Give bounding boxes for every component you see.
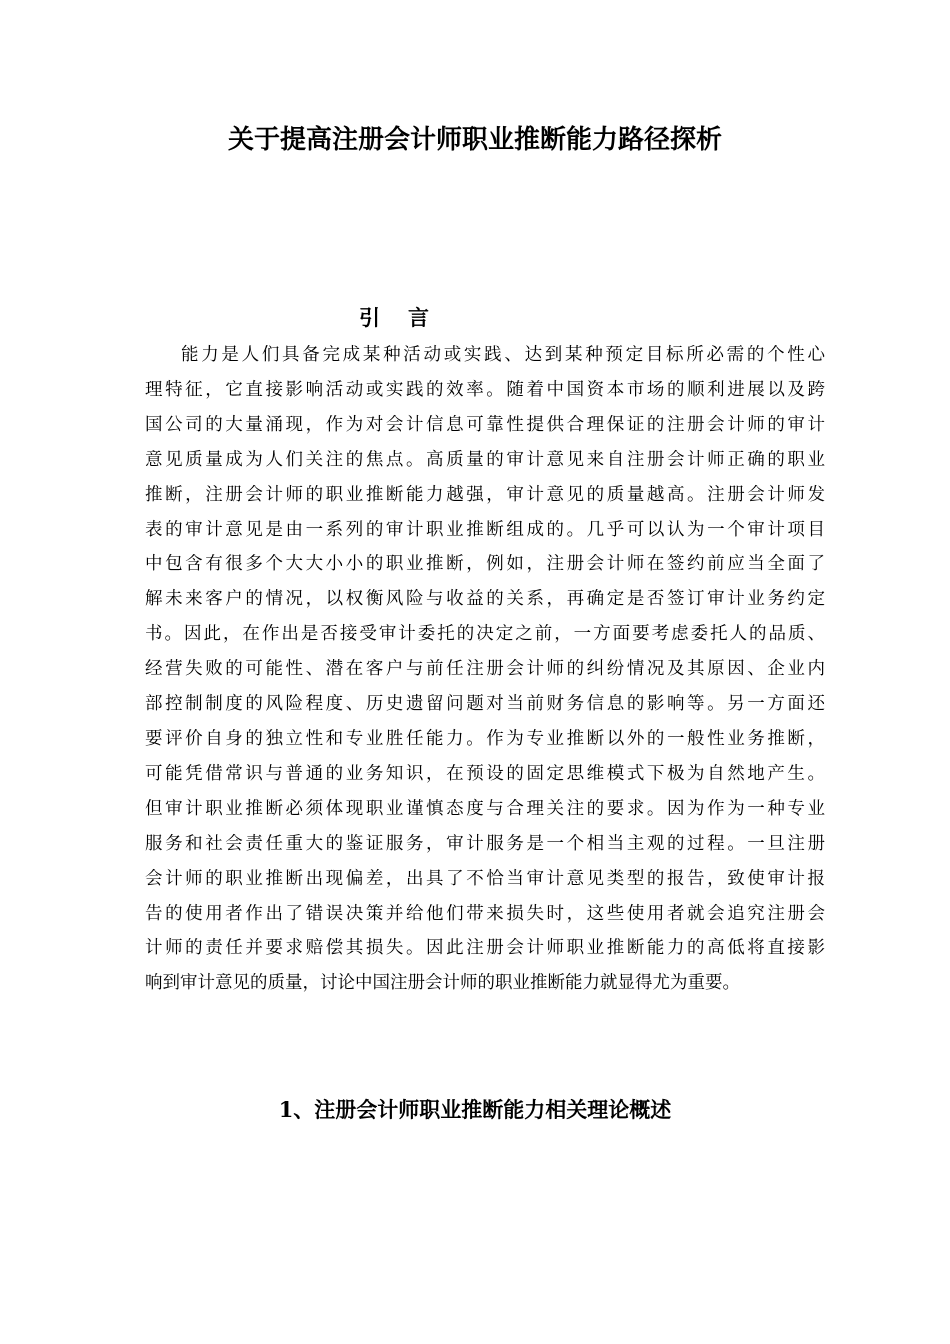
- intro-line: 服务和社会责任重大的鉴证服务，审计服务是一个相当主观的过程。一旦注册: [145, 833, 825, 854]
- intro-line: 推断，注册会计师的职业推断能力越强，审计意见的质量越高。注册会计师发: [145, 484, 825, 505]
- intro-line: 告的使用者作出了错误决策并给他们带来损失时，这些使用者就会追究注册会: [145, 903, 825, 924]
- chapter-1-heading: 1、注册会计师职业推断能力相关理论概述: [278, 1097, 672, 1122]
- intro-heading: [0, 300, 788, 336]
- intro-line: 表的审计意见是由一系列的审计职业推断组成的。几乎可以认为一个审计项目: [145, 519, 825, 540]
- intro-line: 能力是人们具备完成某种活动或实践、达到某种预定目标所必需的个性心: [181, 345, 825, 365]
- intro-line: 书。因此，在作出是否接受审计委托的决定之前，一方面要考虑委托人的品质、: [145, 624, 825, 645]
- intro-line: 国公司的大量涌现，作为对会计信息可靠性提供合理保证的注册会计师的审计: [145, 414, 825, 435]
- intro-line: 经营失败的可能性、潜在客户与前任注册会计师的纠纷情况及其原因、企业内: [145, 659, 825, 680]
- intro-line: 部控制制度的风险程度、历史遗留问题对当前财务信息的影响等。另一方面还: [145, 694, 825, 715]
- intro-line: 可能凭借常识与普通的业务知识，在预设的固定思维模式下极为自然地产生。: [145, 763, 825, 784]
- intro-heading-char-2: 言: [408, 305, 429, 330]
- intro-line: 会计师的职业推断出现偏差，出具了不恰当审计意见类型的报告，致使审计报: [145, 868, 825, 889]
- document-title: 关于提高注册会计师职业推断能力路径探析: [227, 125, 722, 155]
- intro-paragraph: [145, 338, 825, 1001]
- intro-line: 理特征，它直接影响活动或实践的效率。随着中国资本市场的顺利进展以及跨: [145, 379, 825, 400]
- intro-line: 中包含有很多个大大小小的职业推断，例如，注册会计师在签约前应当全面了: [145, 554, 825, 575]
- intro-line: 解未来客户的情况，以权衡风险与收益的关系，再确定是否签订审计业务约定: [145, 589, 825, 610]
- intro-line: 响到审计意见的质量，讨论中国注册会计师的职业推断能力就显得尤为重要。: [145, 973, 740, 994]
- intro-line: 计师的责任并要求赔偿其损失。因此注册会计师职业推断能力的高低将直接影: [145, 938, 825, 959]
- intro-line: 意见质量成为人们关注的焦点。高质量的审计意见来自注册会计师正确的职业: [145, 449, 825, 470]
- intro-heading-char-1: 引: [359, 305, 380, 330]
- intro-line: 要评价自身的独立性和专业胜任能力。作为专业推断以外的一般性业务推断，: [145, 728, 825, 749]
- intro-line: 但审计职业推断必须体现职业谨慎态度与合理关注的要求。因为作为一种专业: [145, 798, 825, 819]
